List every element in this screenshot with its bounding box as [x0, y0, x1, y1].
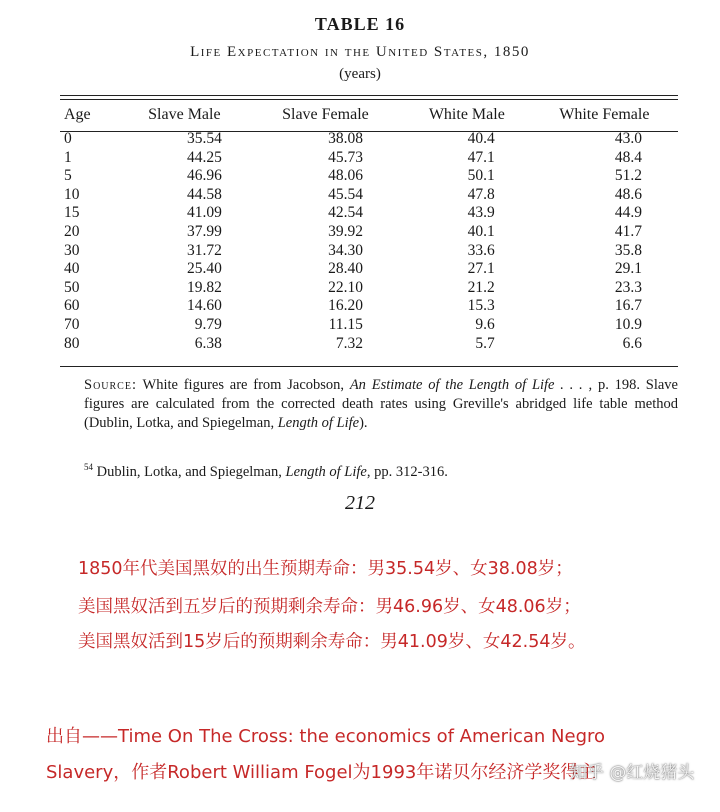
- source-note: [84, 376, 678, 433]
- cell-slave-male: 46.96: [187, 167, 222, 185]
- cell-white-female: 10.9: [614, 315, 642, 333]
- source-title-2: Length of Life: [277, 415, 360, 431]
- table-row: [60, 223, 678, 242]
- cell-slave-female: 11.15: [328, 315, 363, 333]
- table-row: [60, 167, 678, 186]
- cell-slave-male: 6.38: [194, 334, 222, 352]
- table-row: [60, 186, 678, 205]
- cell-age: 60: [64, 297, 80, 315]
- page-number: 212: [345, 492, 375, 514]
- cell-white-male: 9.6: [475, 315, 495, 333]
- cell-white-female: 16.7: [614, 297, 642, 315]
- cell-white-male: 50.1: [467, 167, 495, 185]
- cell-slave-male: 37.99: [187, 222, 222, 240]
- cell-white-female: 44.9: [614, 204, 642, 222]
- source-text-1: White figures are from Jacobson,: [136, 377, 350, 393]
- cell-slave-female: 39.92: [328, 222, 363, 240]
- cell-slave-female: 48.06: [328, 167, 363, 185]
- table-unit: (years): [339, 66, 381, 82]
- table-subtitle: Life Expectation in the United States, 1850: [190, 44, 530, 60]
- cell-white-male: 27.1: [467, 260, 495, 278]
- table-row: [60, 149, 678, 168]
- watermark: 知乎 @红烧猪头: [570, 763, 695, 783]
- cell-white-male: 40.1: [467, 222, 495, 240]
- table-row: [60, 316, 678, 335]
- table-row: [60, 260, 678, 279]
- table-row: [60, 204, 678, 223]
- table-body: [60, 130, 678, 353]
- table-row: [60, 297, 678, 316]
- cell-white-female: 43.0: [614, 130, 642, 147]
- footnote-number: 54: [84, 462, 93, 472]
- source-title-1: An Estimate of the Length of Life . . . ,: [349, 377, 593, 393]
- footnote-text-1: Dublin, Lotka, and Spiegelman,: [93, 463, 286, 480]
- cell-slave-male: 14.60: [187, 297, 222, 315]
- cell-age: 30: [64, 241, 80, 259]
- cell-slave-male: 41.09: [187, 204, 222, 222]
- footnote-title: Length of Life: [285, 463, 367, 480]
- column-header-white-male: White Male: [428, 106, 505, 123]
- column-header-slave-male: Slave Male: [148, 106, 221, 123]
- cell-age: 15: [64, 204, 80, 222]
- cell-age: 50: [64, 278, 80, 296]
- cell-white-male: 47.8: [467, 185, 495, 203]
- cell-white-female: 51.2: [614, 167, 642, 185]
- cell-slave-male: 31.72: [187, 241, 222, 259]
- table-bottom-rule: [60, 366, 678, 367]
- cell-white-male: 40.4: [467, 130, 495, 147]
- cell-white-male: 15.3: [467, 297, 495, 315]
- cell-white-male: 47.1: [467, 148, 495, 166]
- table-row: [60, 279, 678, 298]
- source-label: Source:: [84, 377, 137, 393]
- cell-white-female: 48.4: [614, 148, 642, 166]
- cell-age: 20: [64, 222, 80, 240]
- annotation-line-2: 美国黑奴活到五岁后的预期剩余寿命：男46.96岁、女48.06岁；: [78, 597, 581, 617]
- cell-slave-female: 22.10: [328, 278, 363, 296]
- cell-white-male: 33.6: [467, 241, 495, 259]
- cell-slave-female: 16.20: [328, 297, 363, 315]
- cell-white-female: 35.8: [614, 241, 642, 259]
- footnote-text-2: , pp. 312-316.: [366, 463, 448, 480]
- table-row: [60, 335, 678, 354]
- cell-slave-male: 25.40: [187, 260, 222, 278]
- life-expectancy-table: [60, 100, 678, 353]
- citation-line-2: Slavery，作者Robert William Fogel为1993年诺贝尔经济学奖得主: [46, 762, 597, 783]
- cell-white-female: 6.6: [622, 334, 642, 352]
- cell-slave-female: 42.54: [328, 204, 363, 222]
- cell-age: 10: [64, 185, 80, 203]
- cell-age: 80: [64, 334, 80, 352]
- cell-slave-female: 45.73: [328, 148, 363, 166]
- column-header-slave-female: Slave Female: [282, 106, 369, 123]
- cell-slave-female: 38.08: [328, 130, 363, 147]
- source-text-2: p. 198. Slave figures are calculated from the corrected death rates using Greville's abridged life table method (Dublin, Lotka, and Spiegelman,: [84, 377, 678, 431]
- source-text-3: ).: [359, 415, 368, 431]
- cell-slave-male: 9.79: [194, 315, 222, 333]
- cell-slave-female: 7.32: [335, 334, 363, 352]
- cell-age: 5: [64, 167, 72, 185]
- cell-age: 70: [64, 315, 80, 333]
- cell-white-female: 48.6: [614, 185, 642, 203]
- table-row: [60, 130, 678, 149]
- annotation-line-1: 1850年代美国黑奴的出生预期寿命：男35.54岁、女38.08岁；: [78, 559, 573, 579]
- table-title: TABLE 16: [314, 14, 406, 34]
- table-header-row: [60, 100, 678, 130]
- cell-slave-male: 44.25: [187, 148, 222, 166]
- citation-line-1: 出自——Time On The Cross: the economics of American Negro: [46, 726, 606, 747]
- cell-age: 0: [64, 130, 72, 147]
- cell-slave-female: 34.30: [328, 241, 363, 259]
- cell-white-female: 29.1: [614, 260, 642, 278]
- table-row: [60, 242, 678, 261]
- table-top-rule: [60, 95, 678, 96]
- cell-white-female: 23.3: [614, 278, 642, 296]
- cell-white-male: 43.9: [467, 204, 495, 222]
- cell-white-male: 5.7: [475, 334, 495, 352]
- cell-slave-female: 28.40: [328, 260, 363, 278]
- footnote: [84, 462, 678, 481]
- cell-slave-female: 45.54: [328, 185, 363, 203]
- cell-slave-male: 19.82: [187, 278, 222, 296]
- cell-white-female: 41.7: [614, 222, 642, 240]
- annotation-line-3: 美国黑奴活到15岁后的预期剩余寿命：男41.09岁、女42.54岁。: [78, 632, 586, 652]
- cell-slave-male: 44.58: [187, 185, 222, 203]
- cell-slave-male: 35.54: [187, 130, 222, 147]
- cell-age: 40: [64, 260, 80, 278]
- column-header-age: Age: [64, 106, 91, 123]
- cell-age: 1: [64, 148, 72, 166]
- column-header-white-female: White Female: [559, 106, 650, 123]
- cell-white-male: 21.2: [467, 278, 495, 296]
